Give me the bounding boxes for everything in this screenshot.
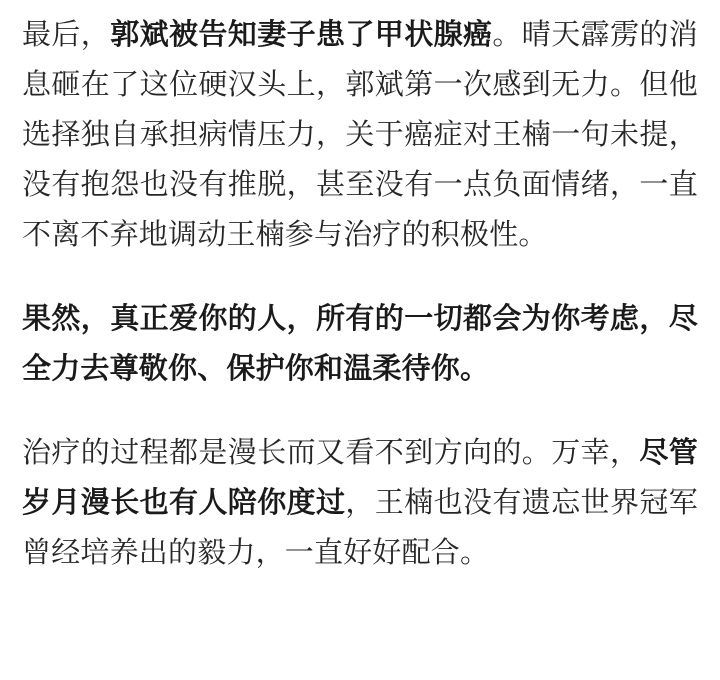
paragraph <box>22 10 698 260</box>
text-run: ，王楠也没有遗忘世界冠军曾经培养出的毅力，一直好好配合。 <box>22 487 699 569</box>
text-run: 最后， <box>22 19 111 51</box>
text-run-bold: 果然，真正爱你的人，所有的一切都会为你考虑，尽全力去尊敬你、保护你和温柔待你。 <box>22 303 698 385</box>
text-run-bold: 郭斌被告知妻子患了甲状腺癌 <box>110 19 493 51</box>
text-run: 治疗的过程都是漫长而又看不到方向的。万幸， <box>22 437 640 469</box>
text-run-bold: 尽管岁月漫长也有人陪你度过 <box>22 437 699 519</box>
paragraph <box>22 428 698 578</box>
text-run: 。晴天霹雳的消息砸在了这位硬汉头上，郭斌第一次感到无力。但他选择独自承担病情压力，关于癌症对王楠一句未提，没有抱怨也没有推脱，甚至没有一点负面情绪，一直不离不弃地调动王楠参与治疗的积极性。 <box>22 19 698 251</box>
paragraph-emphasis <box>22 294 698 394</box>
